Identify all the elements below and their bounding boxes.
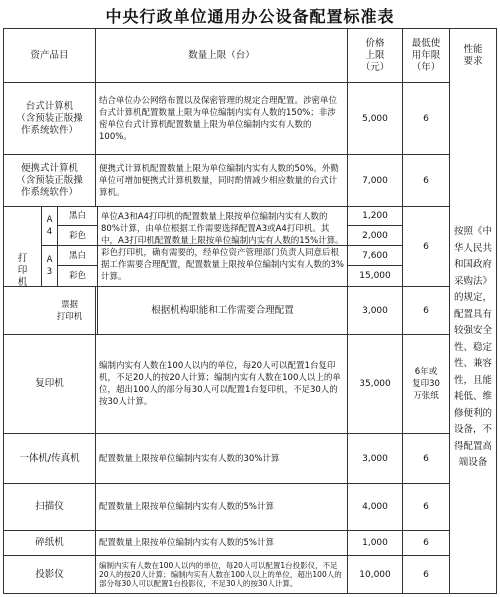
fax-desc: 配置数量上限按单位编制内实有人数的30%计算 <box>99 453 280 464</box>
printer-a3-bw-price: 7,600 <box>362 250 388 261</box>
scanner-name: 扫描仪 <box>35 501 64 512</box>
printer-a4-label: A 4 <box>46 215 53 237</box>
header-price: 价格 上限 （元） <box>360 37 390 73</box>
fax-price: 3,000 <box>362 453 388 464</box>
desktop-price: 5,000 <box>362 113 388 124</box>
projector-name: 投影仪 <box>35 568 64 580</box>
desktop-years: 6 <box>423 113 429 124</box>
fax-years: 6 <box>423 453 429 464</box>
shredder-desc: 配置数量上限按单位编制内实有人数的5%计算 <box>99 538 274 548</box>
printer-a4-bw-label: 黑白 <box>68 211 86 221</box>
printer-a3-color-price: 15,000 <box>359 271 391 281</box>
printer-desc: 单位A3和A4打印机的配置数量上限按单位编制内实有人数的80%计算，由单位根据工作需要选择配置A3或A4打印机。其中，A3打印机配置数量上限按单位编制内实有人数的15%计算。彩色打印机，确有需要的，经单位资产管理部门负责人同意后根据工作需要合理配置，配置数量上限按单位编制内实有人数的3%计算。 <box>101 211 344 282</box>
desktop-desc: 结合单位办公网络布置以及保密管理的规定合理配置。涉密单位台式计算机配置数量上限为单位编制内实有人数的150%；非涉密单位台式计算机配置数量上限为单位编制内实有人数的100%。 <box>99 95 338 142</box>
laptop-years: 6 <box>423 175 429 186</box>
shredder-years: 6 <box>423 538 429 548</box>
ticket-printer-years: 6 <box>423 305 429 316</box>
performance-note: 按照《中华人民共和国政府采购法》的规定，配置具有较强安全性、稳定性、兼容性，且能耗低、维修便利的设备，不得配置高端设备 <box>453 226 492 469</box>
projector-desc: 编制内实有人数在100人以内的单位，每20人可以配置1台投影仪，不足20人的按20人计算；编制内实有人数在100人以上的单位，超出100人的部分每30人可以配置1台投影仪，不足30人的按30人计算。 <box>99 561 342 588</box>
printer-a4-color-label: 彩色 <box>68 230 86 241</box>
header-quantity: 数量上限（台） <box>188 49 255 61</box>
printer-years: 6 <box>423 241 429 252</box>
laptop-desc: 便携式计算机配置数量上限为单位编制内实有人数的50%。外勤单位可增加便携式计算机数量，同时酌情减少相应数量的台式计算机。 <box>99 163 339 198</box>
printer-a3-bw-label: 黑白 <box>68 250 86 261</box>
printer-a4-color-price: 2,000 <box>362 230 388 241</box>
printer-a3-color-label: 彩色 <box>68 271 86 281</box>
header-performance: 性能 要求 <box>463 43 483 67</box>
fax-name: 一体机/传真机 <box>19 452 80 464</box>
ticket-printer-desc: 根据机构职能和工作需要合理配置 <box>151 304 294 316</box>
shredder-price: 1,000 <box>362 538 388 548</box>
laptop-price: 7,000 <box>362 175 388 186</box>
header-item: 资产品目 <box>30 49 69 61</box>
shredder-name: 碎纸机 <box>35 537 64 548</box>
projector-price: 10,000 <box>359 569 391 580</box>
printer-a3-label: A 3 <box>46 255 53 277</box>
scanner-price: 4,000 <box>362 502 388 512</box>
scanner-years: 6 <box>423 502 429 512</box>
projector-years: 6 <box>423 569 429 580</box>
ticket-printer-price: 3,000 <box>362 305 388 316</box>
copier-years: 6年或 复印30 万张纸 <box>412 367 440 401</box>
page-title: 中央行政单位通用办公设备配置标准表 <box>105 7 395 26</box>
standards-table <box>3 28 497 594</box>
printer-a4-bw-price: 1,200 <box>362 211 388 221</box>
ticket-printer-name: 票据 打印机 <box>56 299 83 322</box>
printer-group-label: 打 印 机 <box>17 252 28 288</box>
copier-name: 复印机 <box>35 378 64 389</box>
header-years: 最低使 用年限 （年） <box>411 37 441 73</box>
copier-price: 35,000 <box>359 379 391 389</box>
desktop-name: 台式计算机 （含预装正版操 作系统软件） <box>16 100 83 136</box>
scanner-desc: 配置数量上限按单位编制内实有人数的5%计算 <box>99 502 274 512</box>
copier-desc: 编制内实有人数在100人以内的单位，每20人可以配置1台复印机，不足20人的按20人计算；编制内实有人数在100人以上的单位，超出100人的部分每30人可以配置1台复印机，不足30人的按30人计算。 <box>99 361 341 407</box>
laptop-name: 便携式计算机 （含预装正版操 作系统软件） <box>16 162 83 198</box>
